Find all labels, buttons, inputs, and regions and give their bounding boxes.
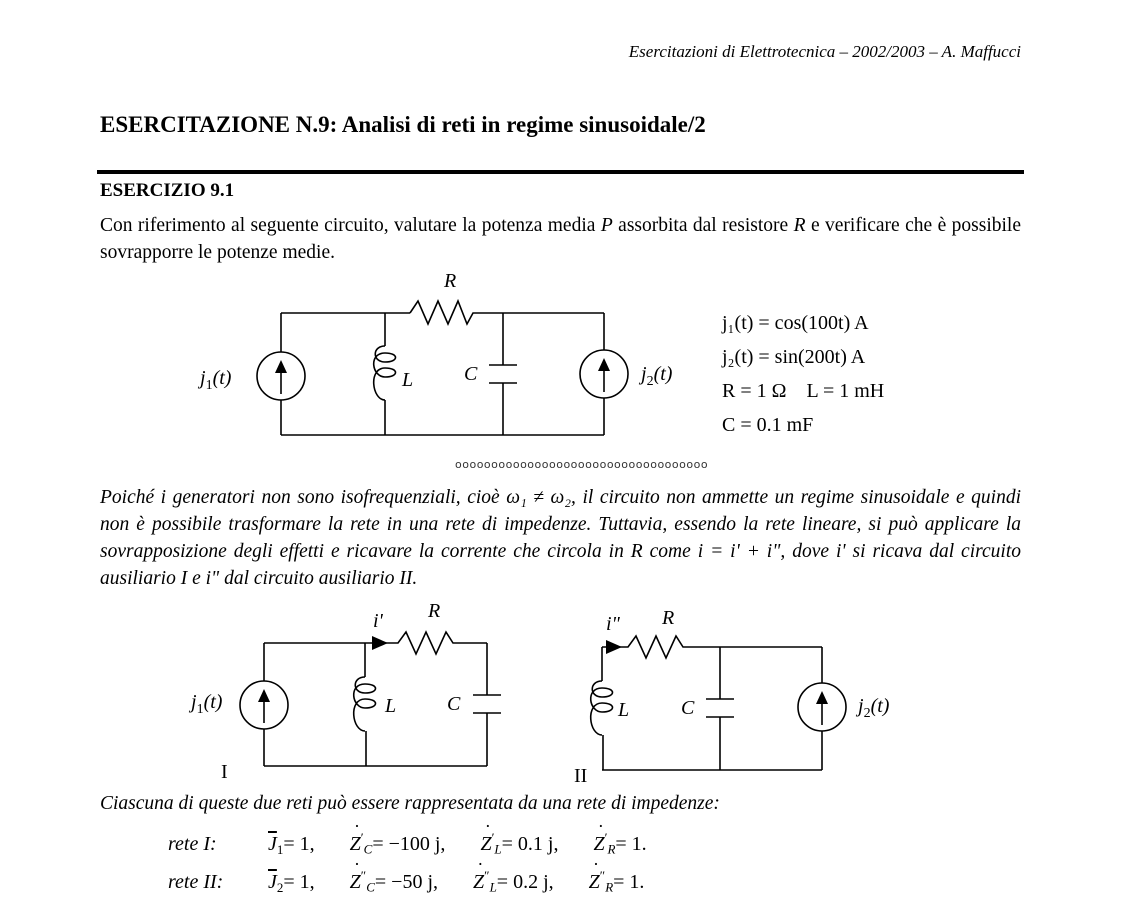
label-L: L <box>618 699 630 721</box>
label-j1: $j_1(t)$ <box>191 691 223 717</box>
resistor-R <box>624 636 712 658</box>
symbol-P: P <box>600 215 613 236</box>
running-header: Esercitazioni di Elettrotecnica – 2002/2003 – A. Maffucci <box>628 42 1021 61</box>
network-label: rete II: <box>168 870 224 893</box>
label-j1: $j_1(t)$ <box>200 367 232 393</box>
arrow-up-icon <box>816 691 828 704</box>
networks-intro: Ciascuna di queste due reti può essere rappresentata da una rete di impedenze: <box>100 793 720 814</box>
impedance-ZL: ˙ $Z'_L= 0.1$ j, <box>480 830 558 858</box>
statement-text: e verificare che è possibile sovrapporre le potenze medie. <box>100 215 1021 263</box>
network-label: rete I: <box>168 832 217 855</box>
circuit-II-label: II <box>574 765 588 787</box>
impedance-ZR: ˙ $Z''_R= 1$. <box>589 868 645 896</box>
arrow-up-icon <box>598 358 610 371</box>
section-separator: ooooooooooooooooooooooooooooooooooo <box>455 458 709 471</box>
label-j2: $j_2(t)$ <box>641 363 673 389</box>
parameters-block <box>722 306 884 442</box>
circuit-I-label: I <box>221 761 228 783</box>
label-C: C <box>681 697 695 719</box>
label-C: C <box>447 693 461 715</box>
impedance-ZC: ˙ $Z''_C= -50$ j, <box>350 868 438 896</box>
phasor-J1: $\overline{J}_1= 1$, <box>268 832 315 857</box>
network-row-II <box>168 868 674 896</box>
label-R: R <box>662 607 675 629</box>
label-current-i-double-prime: i" <box>606 613 620 635</box>
label-L: L <box>402 369 414 391</box>
param-R-L: R = 1 Ω L = 1 mH <box>722 380 885 402</box>
inductor-L <box>591 681 613 735</box>
exercise-title: ESERCIZIO 9.1 <box>100 180 235 201</box>
current-arrow-icon <box>606 640 622 654</box>
resistor-R <box>410 301 503 324</box>
label-j2: $j_2(t)$ <box>858 695 890 721</box>
impedance-ZR: ˙ $Z'_R= 1$. <box>593 830 646 858</box>
current-arrow-icon <box>372 636 388 650</box>
label-R: R <box>428 600 441 622</box>
network-row-I <box>168 830 677 858</box>
impedance-ZC: ˙ $Z'_C= -100$ j, <box>350 830 446 858</box>
resistor-R <box>393 632 487 654</box>
label-L: L <box>385 695 397 717</box>
param-j1: j₁(t) = cos(100t) A <box>722 312 869 334</box>
param-j2: j₂(t) = sin(200t) A <box>722 346 866 368</box>
label-C: C <box>464 363 478 385</box>
solution-paragraph: Poiché i generatori non sono isofrequenziali, cioè ω₁ ≠ ω₂, il circuito non ammette un regime sinusoidale e quindi non è possibile trasformare la rete in una rete di impedenze. Tuttavia, essendo la rete lineare, si può applicare la sovrapposizione degli effetti e ricavare la corrente che circola in R come i = i' + i", dove i' si ricava dal circuito ausiliario I e i" dal circuito ausiliario II. <box>100 487 1021 589</box>
arrow-up-icon <box>258 689 270 702</box>
inductor-L <box>374 346 396 400</box>
impedance-ZL: ˙ $Z''_L= 0.2$ j, <box>473 868 554 896</box>
arrow-up-icon <box>275 360 287 373</box>
symbol-R: R <box>793 215 806 236</box>
phasor-J2: $\overline{J}_2= 1$, <box>268 870 315 895</box>
aux-circuit-1 <box>240 632 501 766</box>
label-R: R <box>444 270 457 292</box>
page-title: ESERCITAZIONE N.9: Analisi di reti in regime sinusoidale/2 <box>100 112 706 137</box>
statement-text: assorbita dal resistore <box>612 215 794 236</box>
label-current-i-prime: i' <box>373 610 383 632</box>
param-C: C = 0.1 mF <box>722 414 814 436</box>
inductor-L <box>354 677 376 731</box>
statement-text: Con riferimento al seguente circuito, valutare la potenza media <box>100 215 601 236</box>
